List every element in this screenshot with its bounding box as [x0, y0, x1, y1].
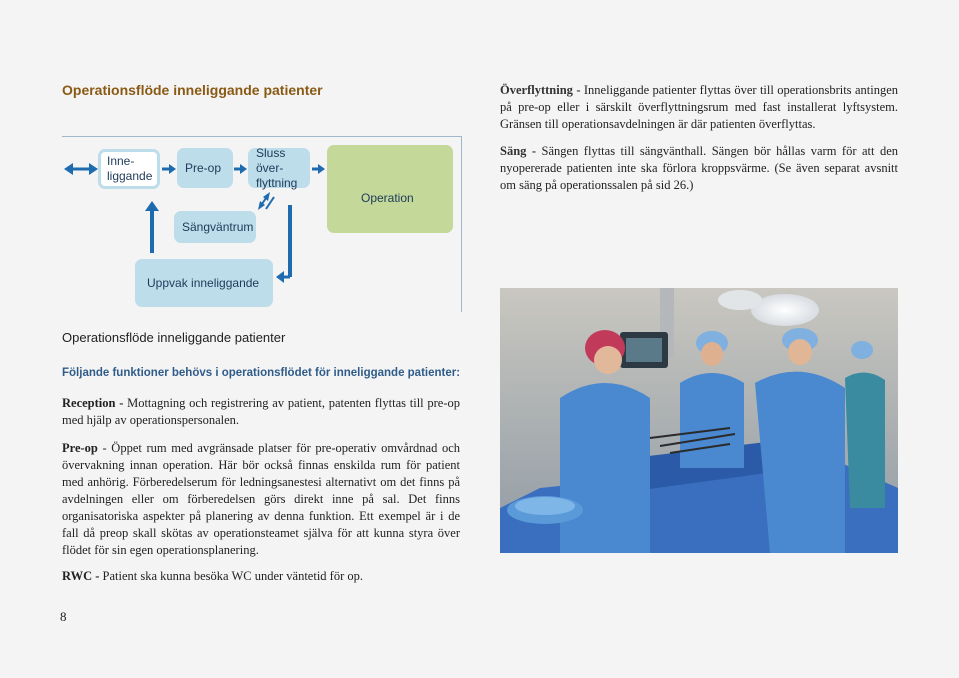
flow-diagram	[62, 136, 462, 312]
rwc-label: RWC -	[62, 569, 103, 583]
diagram-caption: Operationsflöde inneliggande patienter	[62, 330, 286, 345]
box-label: Operation	[361, 190, 414, 205]
rwc-paragraph	[62, 568, 460, 585]
arrow-right-icon	[162, 164, 176, 174]
box-label: Inne- liggande	[107, 154, 153, 183]
sang-label: Säng -	[500, 144, 542, 158]
functions-heading: Följande funktioner behövs i operationsflödet för inneliggande patienter:	[62, 367, 461, 379]
overflyttning-label: Överflyttning -	[500, 83, 584, 97]
page-number: 8	[60, 609, 67, 624]
rwc-text: Patient ska kunna besöka WC under väntetid för op.	[102, 569, 364, 583]
diagonal-arrows-icon	[258, 192, 274, 210]
arrow-up-icon	[145, 201, 159, 253]
surgery-photo	[500, 288, 898, 553]
box-inneliggande	[98, 149, 160, 189]
overflyttning-paragraph	[500, 82, 898, 133]
box-label: Pre-op	[185, 160, 222, 175]
arrow-down-left-icon	[276, 205, 290, 283]
overflyttning-text: Inneliggande patienter flyttas över till operationsbrits antingen på pre-op eller i särskilt överflyttningsrum med fast installerat lyftsystem. Gränsen till operationsavdelningen är där patienten överflyttas.	[500, 83, 898, 131]
box-sangvantrum	[174, 211, 256, 243]
sang-text: Sängen flyttas till sängvänthall. Sängen bör hållas varm för att den nyopererade patienten inte ska förlora kroppsvärme. (Se även separat avsnitt om säng på operationssalen på sid 26.)	[500, 144, 898, 192]
arrow-right-icon	[312, 164, 325, 174]
reception-label: Reception -	[62, 396, 128, 410]
preop-text: - Öppet rum med avgränsade platser för pre-operativ omvårdnad och övervakning innan operation. Här bör också finnas enskilda rum för patient med anhörig. Förberedelserum för ledningsanestesi alternativt om det finns på avdelningen eller om förberedelsen görs direkt inne på sal. Det finns organisatoriska aspekter på planering av denna funktion. Ett exempel är i de fall då preop skall skötas av operationsteamet själva för att kunna styra över flödet för sin egen operationsplanering.	[62, 441, 460, 557]
double-arrow-icon	[64, 163, 98, 175]
preop-paragraph	[62, 440, 460, 559]
box-operation	[327, 145, 453, 233]
sang-paragraph	[500, 143, 898, 194]
box-pre-op	[177, 148, 233, 188]
surgery-illustration	[500, 288, 898, 553]
preop-label: Pre-op	[62, 441, 98, 455]
box-sluss	[248, 145, 310, 190]
reception-paragraph	[62, 395, 460, 429]
box-label: Sängväntrum	[182, 219, 254, 234]
arrow-right-icon	[234, 164, 247, 174]
reception-text: Mottagning och registrering av patient, patenten flyttas till pre-op med hjälp av operationspersonalen.	[62, 396, 460, 427]
box-label: Sluss över- flyttning	[256, 145, 298, 190]
box-uppvak	[135, 259, 273, 307]
box-label: Uppvak inneliggande	[147, 275, 260, 290]
section-title: Operationsflöde inneliggande patienter	[62, 82, 323, 98]
